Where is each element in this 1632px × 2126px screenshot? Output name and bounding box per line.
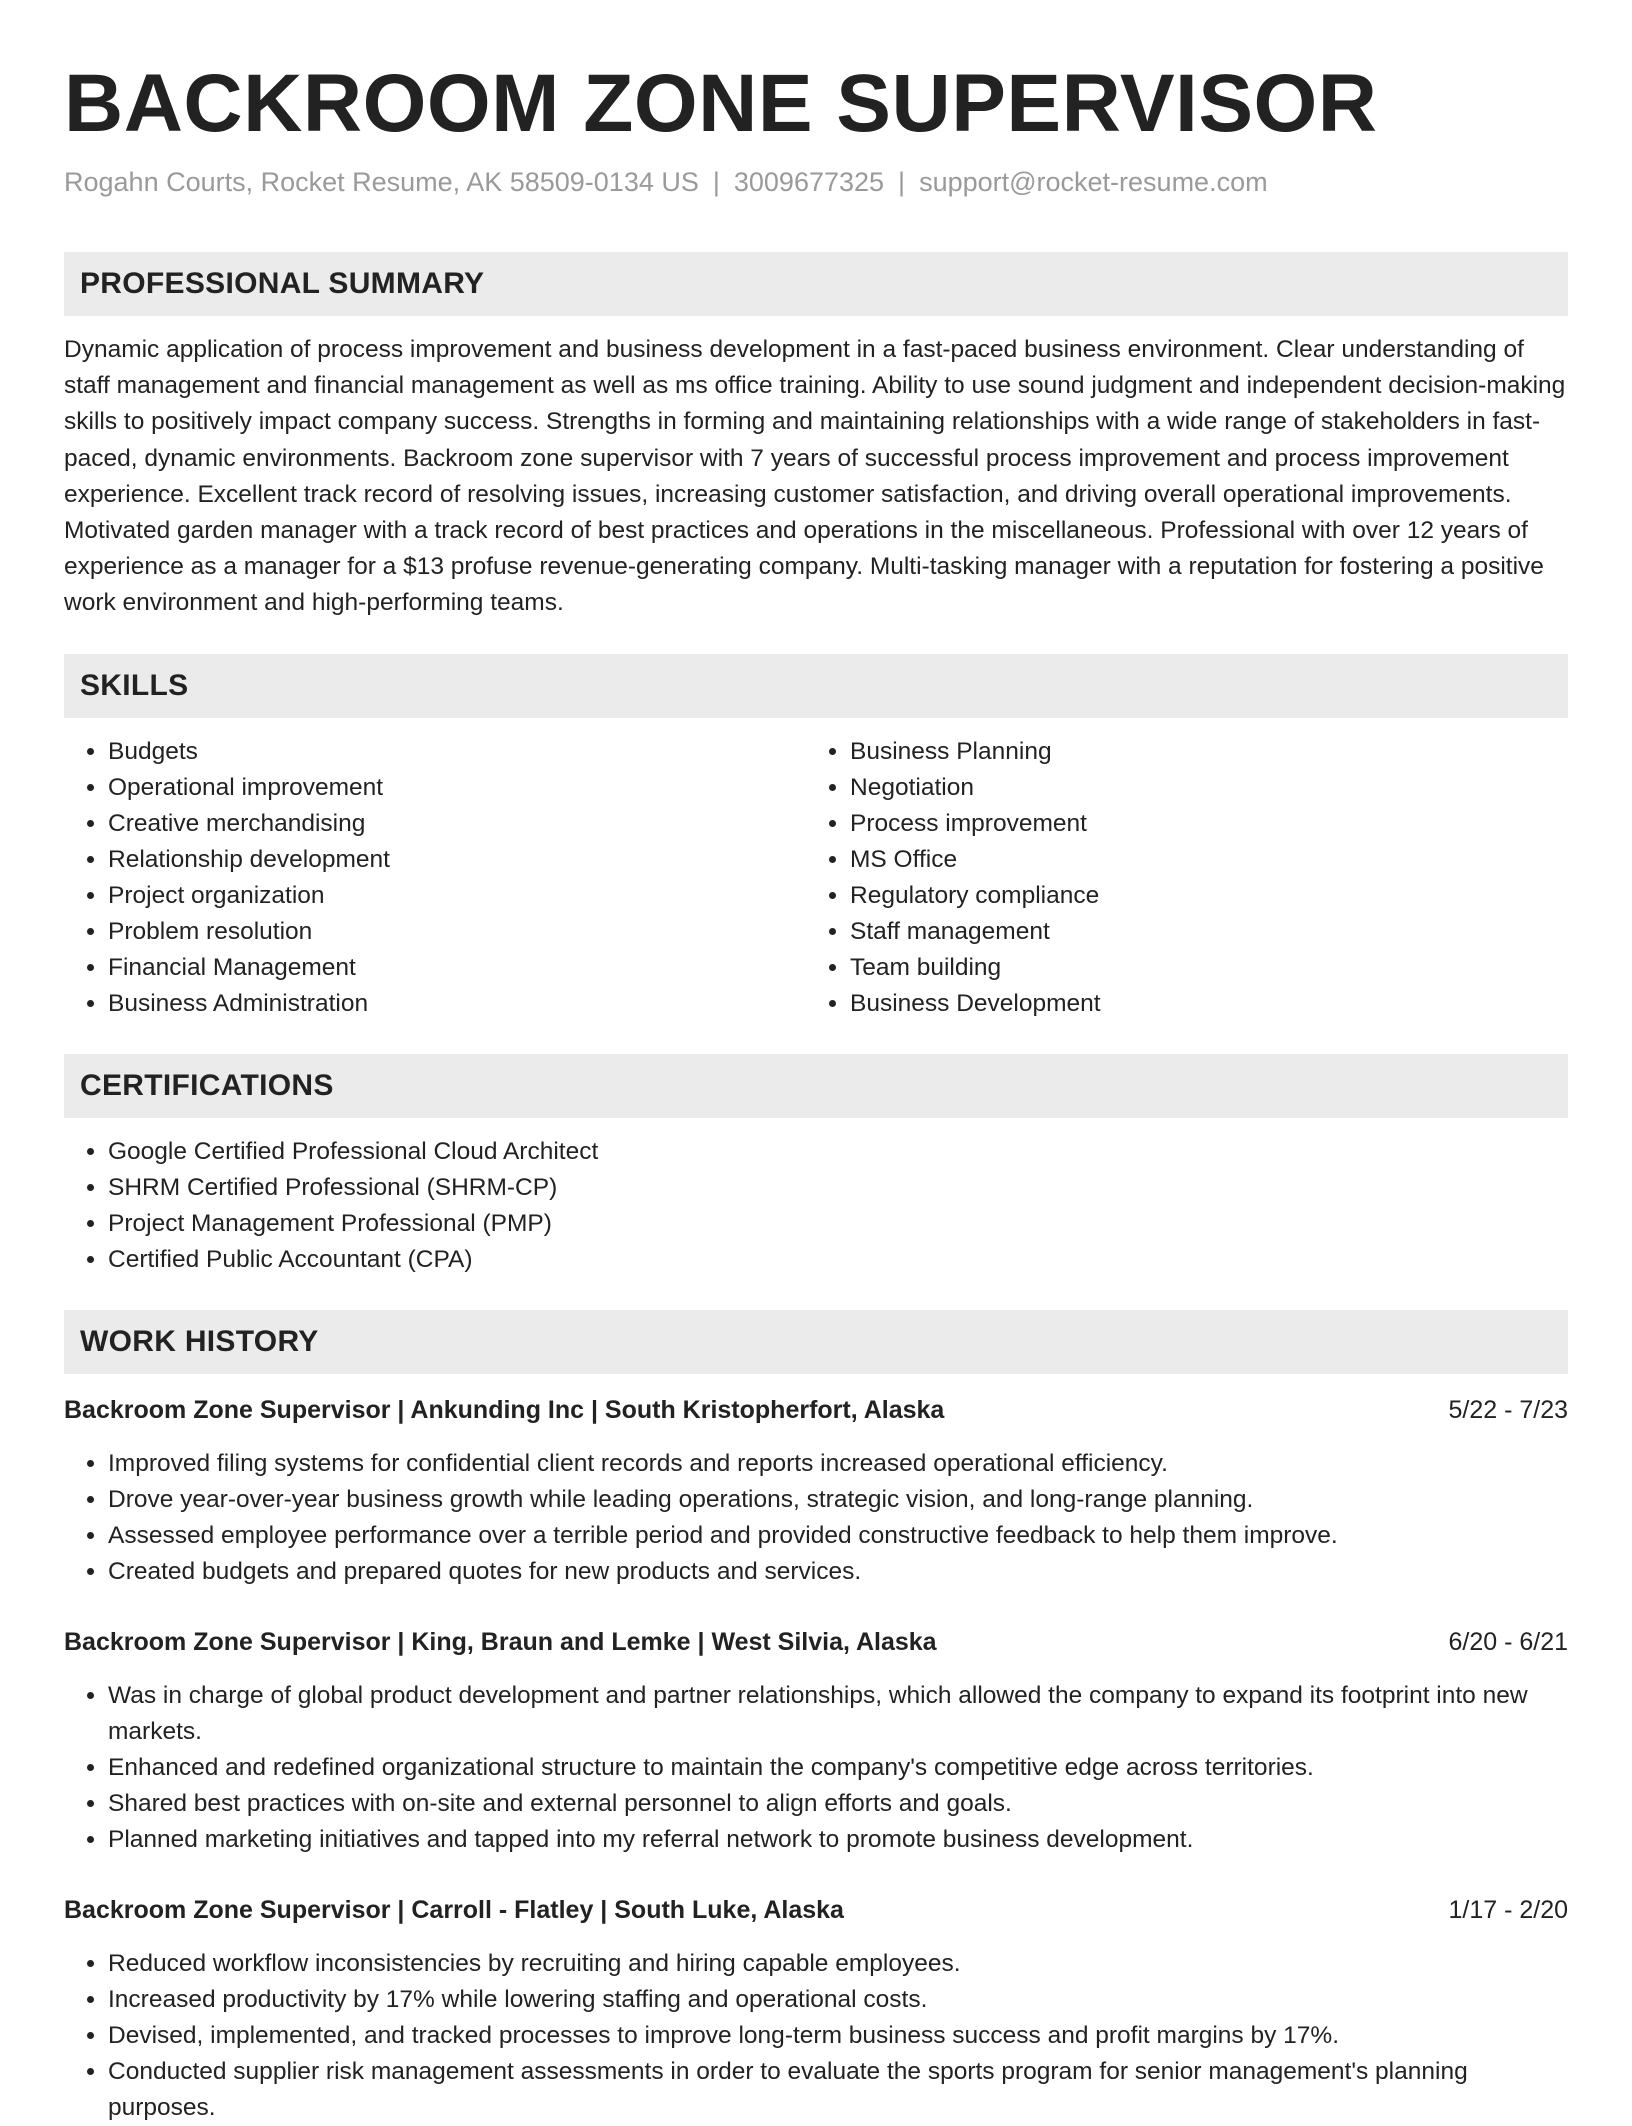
skill-item: • Negotiation: [850, 770, 1548, 806]
job-bullet: • Increased productivity by 17% while lowering staffing and operational costs.: [108, 1982, 1568, 2018]
work-history-heading: WORK HISTORY: [64, 1310, 1568, 1374]
job-entry: [64, 1892, 1568, 2126]
job-bullet: • Drove year-over-year business growth while leading operations, strategic vision, and long-range planning.: [108, 1482, 1568, 1518]
job-bullet: • Assessed employee performance over a terrible period and provided constructive feedback to help them improve.: [108, 1518, 1568, 1554]
skill-item: • Creative merchandising: [108, 806, 806, 842]
contact-phone: 3009677325: [733, 167, 885, 197]
skill-item: • Problem resolution: [108, 914, 806, 950]
summary-heading: PROFESSIONAL SUMMARY: [64, 252, 1568, 316]
skills-heading: SKILLS: [64, 654, 1568, 718]
certifications-heading: CERTIFICATIONS: [64, 1054, 1568, 1118]
skill-item: • Business Planning: [850, 734, 1548, 770]
job-title: Backroom Zone Supervisor | Carroll - Flatley | South Luke, Alaska: [64, 1895, 844, 1924]
certification-item: • SHRM Certified Professional (SHRM-CP): [108, 1170, 1568, 1206]
contact-address: Rogahn Courts, Rocket Resume, AK 58509-0134 US: [64, 167, 699, 197]
skill-item: • Budgets: [108, 734, 806, 770]
candidate-name: BACKROOM ZONE SUPERVISOR: [64, 58, 1378, 149]
skill-item: • Staff management: [850, 914, 1548, 950]
job-bullet: • Reduced workflow inconsistencies by recruiting and hiring capable employees.: [108, 1946, 1568, 1982]
job-header: [64, 1624, 1568, 1660]
job-bullet: • Devised, implemented, and tracked processes to improve long-term business success and profit margins by 17%.: [108, 2018, 1568, 2054]
skill-item: • MS Office: [850, 842, 1548, 878]
job-title: Backroom Zone Supervisor | King, Braun and Lemke | West Silvia, Alaska: [64, 1627, 937, 1656]
job-bullet: • Shared best practices with on-site and external personnel to align efforts and goals.: [108, 1786, 1568, 1822]
skill-item: • Business Administration: [108, 986, 806, 1022]
skill-item: • Project organization: [108, 878, 806, 914]
resume-page: [64, 0, 1568, 2126]
job-entry: [64, 1392, 1568, 1590]
job-dates: 5/22 - 7/23: [1448, 1395, 1568, 1424]
certification-item: • Google Certified Professional Cloud Architect: [108, 1134, 1568, 1170]
contact-email: support@rocket-resume.com: [919, 167, 1268, 197]
skill-item: • Operational improvement: [108, 770, 806, 806]
skills-list-right: [806, 734, 1548, 1022]
skill-item: • Regulatory compliance: [850, 878, 1548, 914]
job-bullet: • Conducted supplier risk management assessments in order to evaluate the sports program for senior management's planning purposes.: [108, 2054, 1568, 2126]
certification-item: • Project Management Professional (PMP): [108, 1206, 1568, 1242]
job-header: [64, 1392, 1568, 1428]
job-bullet: • Was in charge of global product development and partner relationships, which allowed the company to expand its footprint into new markets.: [108, 1678, 1568, 1750]
skill-item: • Relationship development: [108, 842, 806, 878]
job-dates: 6/20 - 6/21: [1448, 1627, 1568, 1656]
skill-item: • Team building: [850, 950, 1548, 986]
contact-separator: |: [898, 167, 906, 197]
job-dates: 1/17 - 2/20: [1448, 1895, 1568, 1924]
job-bullets: [64, 1946, 1568, 2126]
summary-text: Dynamic application of process improvement and business development in a fast-paced business environment. Clear understanding of staff management and financial management as well as ms office training. Ability to use sound judgment and independent decision-making skills to positively impact company success. Strengths in forming and maintaining relationships with a wide range of stakeholders in fast-paced, dynamic environments. Backroom zone supervisor with 7 years of successful process improvement and process improvement experience. Excellent track record of resolving issues, increasing customer satisfaction, and driving overall operational improvements. Motivated garden manager with a track record of best practices and operations in the miscellaneous. Professional with over 12 years of experience as a manager for a $13 profuse revenue-generating company. Multi-tasking manager with a reputation for fostering a positive work environment and high-performing teams.: [64, 336, 1566, 617]
skill-item: • Business Development: [850, 986, 1548, 1022]
skill-item: • Process improvement: [850, 806, 1548, 842]
job-title: Backroom Zone Supervisor | Ankunding Inc | South Kristopherfort, Alaska: [64, 1395, 945, 1424]
skill-item: • Financial Management: [108, 950, 806, 986]
job-bullet: • Improved filing systems for confidential client records and reports increased operational efficiency.: [108, 1446, 1568, 1482]
skills-list-left: [64, 734, 806, 1022]
certifications-list: [64, 1134, 1568, 1278]
job-bullets: [64, 1446, 1568, 1590]
skills-columns: [64, 734, 1568, 1022]
job-entry: [64, 1624, 1568, 1858]
job-bullet: • Planned marketing initiatives and tapped into my referral network to promote business development.: [108, 1822, 1568, 1858]
contact-separator: |: [712, 167, 720, 197]
job-header: [64, 1892, 1568, 1928]
job-bullets: [64, 1678, 1568, 1858]
job-bullet: • Created budgets and prepared quotes for new products and services.: [108, 1554, 1568, 1590]
certification-item: • Certified Public Accountant (CPA): [108, 1242, 1568, 1278]
job-bullet: • Enhanced and redefined organizational structure to maintain the company's competitive edge across territories.: [108, 1750, 1568, 1786]
contact-line: [64, 164, 1568, 200]
